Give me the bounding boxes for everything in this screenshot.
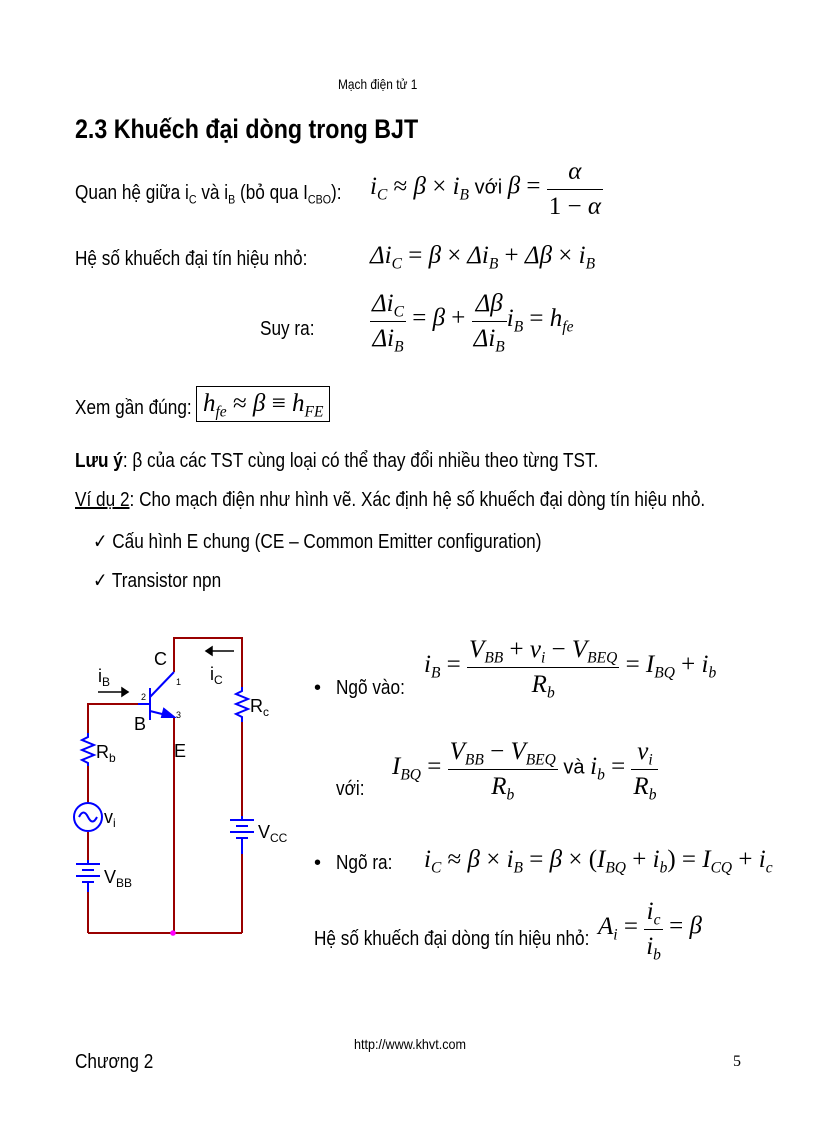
relation-formula: $i_C \approx \beta \times i_B$ với β = $\frac{\alpha}{1 - \alpha}$ [370, 158, 601, 220]
footer-url: http://www.khvt.com [354, 1036, 467, 1052]
footer-chapter: Chương 2 [75, 1051, 154, 1073]
label-e: E [174, 741, 187, 761]
output-formula: $i_C \approx \beta \times i_B = \beta \times (I_{BQ} + i_b) = I_{CQ} + i_c$ [424, 846, 773, 877]
suy-ra-formula: $\frac{\Delta i_C}{\Delta i_B}$ = β + $\frac{\Delta\beta}{\Delta i_B}$ $i_B = h_{fe}$ [372, 290, 574, 356]
battery-vcc [230, 816, 254, 854]
with-formula: $I_{BQ}$ = $\frac{V_{BB} - V_{BEQ}}{R_b}$ và $i_b$ = $\frac{v_i}{R_b}$ [392, 738, 657, 804]
check-icon: ✓ [93, 531, 108, 553]
pin-3: 3 [176, 710, 182, 720]
page-number: 5 [733, 1053, 741, 1070]
with-label: với: [336, 778, 365, 800]
relation-label: Quan hệ giữa $i_C$ và $i_B$ (bỏ qua $I_{CBO}$): [75, 182, 342, 207]
ac-source-vi [74, 803, 102, 831]
ground-node [170, 930, 176, 936]
input-label: Ngõ vào: [336, 677, 405, 699]
battery-vbb [76, 860, 100, 892]
resistor-rb [82, 733, 94, 766]
bullet-input: • [314, 677, 322, 699]
check-icon: ✓ [93, 570, 108, 592]
gain-formula: $A_i$ = $\frac{i_c}{i_b}$ = β [598, 898, 702, 964]
label-c: C [154, 649, 167, 669]
resistor-rc [236, 687, 248, 722]
gain-label: Hệ số khuếch đại dòng tín hiệu nhỏ: [314, 928, 590, 950]
note-line: Lưu ý: β của các TST cùng loại có thể thay đổi nhiều theo từng TST. [75, 450, 599, 472]
label-rb: $R_b$ [96, 742, 116, 765]
example-line: Ví dụ 2: Cho mạch điện như hình vẽ. Xác định hệ số khuếch đại dòng tín hiệu nhỏ. [75, 489, 706, 511]
output-label: Ngõ ra: [336, 852, 393, 874]
header-title: Mạch điện tử 1 [338, 76, 418, 92]
approx-label: Xem gần đúng: [75, 397, 192, 419]
approx-box: $h_{fe} \approx \beta \equiv h_{FE}$ [196, 386, 330, 422]
label-b: B [134, 714, 147, 734]
label-rc: $R_c$ [250, 696, 269, 719]
label-vcc: $V_{CC}$ [258, 822, 288, 845]
label-ic: $i_C$ [210, 664, 223, 687]
check-item-2: ✓ Transistor npn [93, 570, 222, 592]
suy-ra-label: Suy ra: [260, 318, 315, 340]
bullet-output: • [314, 852, 322, 874]
label-ib: $i_B$ [98, 666, 111, 689]
small-signal-formula: $\Delta i_C = \beta \times \Delta i_B + \Delta\beta \times i_B$ [370, 242, 596, 273]
label-vi: $v_i$ [104, 807, 116, 830]
input-formula: $i_B$ = $\frac{V_{BB} + v_i - V_{BEQ}}{R_b}$ = $I_{BQ} + i_b$ [424, 636, 717, 702]
label-vbb: $V_{BB}$ [104, 867, 133, 890]
section-heading: 2.3 Khuếch đại dòng trong BJT [75, 114, 419, 144]
check-item-1: ✓ Cấu hình E chung (CE – Common Emitter configuration) [93, 531, 542, 553]
pin-2: 2 [141, 692, 147, 702]
small-signal-label: Hệ số khuếch đại tín hiệu nhỏ: [75, 248, 308, 270]
pin-1: 1 [176, 677, 182, 687]
